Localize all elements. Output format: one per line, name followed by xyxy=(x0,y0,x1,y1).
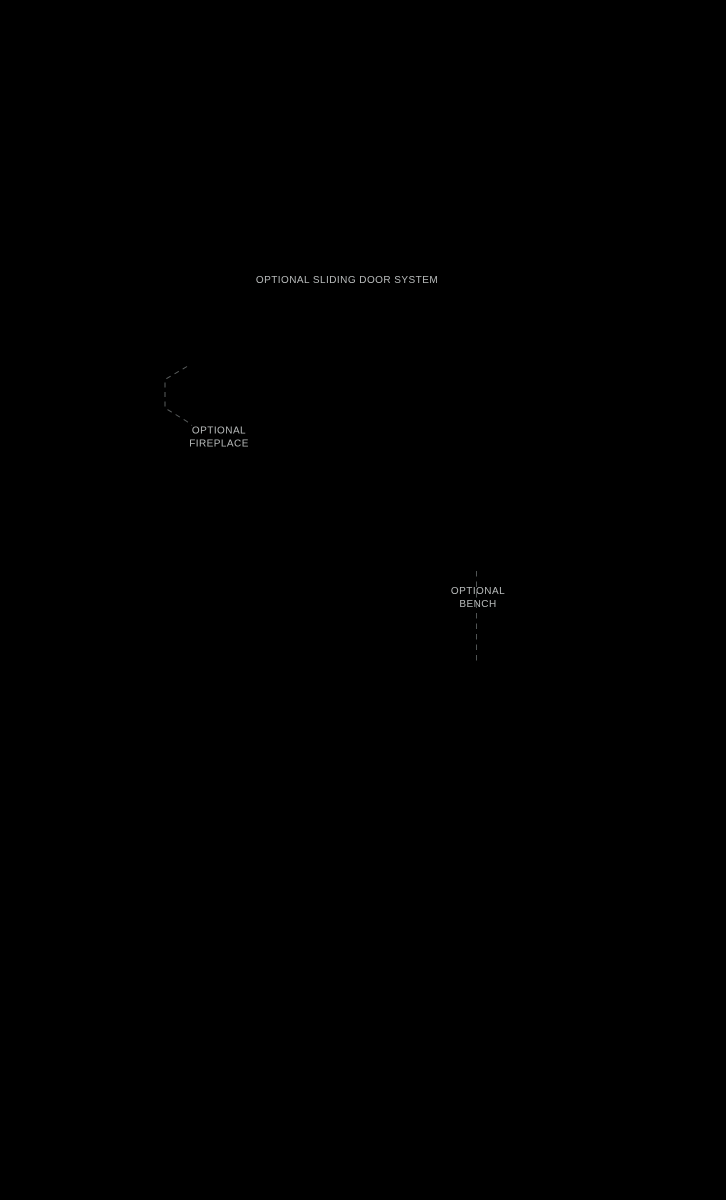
label-optional-bench xyxy=(451,585,505,611)
label-optional-bench-line1: OPTIONAL xyxy=(450,586,506,597)
fireplace-outline-dashed-icon xyxy=(165,367,192,426)
label-sliding-door-system: OPTIONAL SLIDING DOOR SYSTEM xyxy=(255,274,439,286)
label-optional-fireplace-line2: FIREPLACE xyxy=(189,438,249,449)
label-optional-bench-line2: BENCH xyxy=(459,599,497,610)
label-optional-fireplace xyxy=(189,426,249,451)
label-optional-fireplace-line1: OPTIONAL xyxy=(191,425,247,437)
